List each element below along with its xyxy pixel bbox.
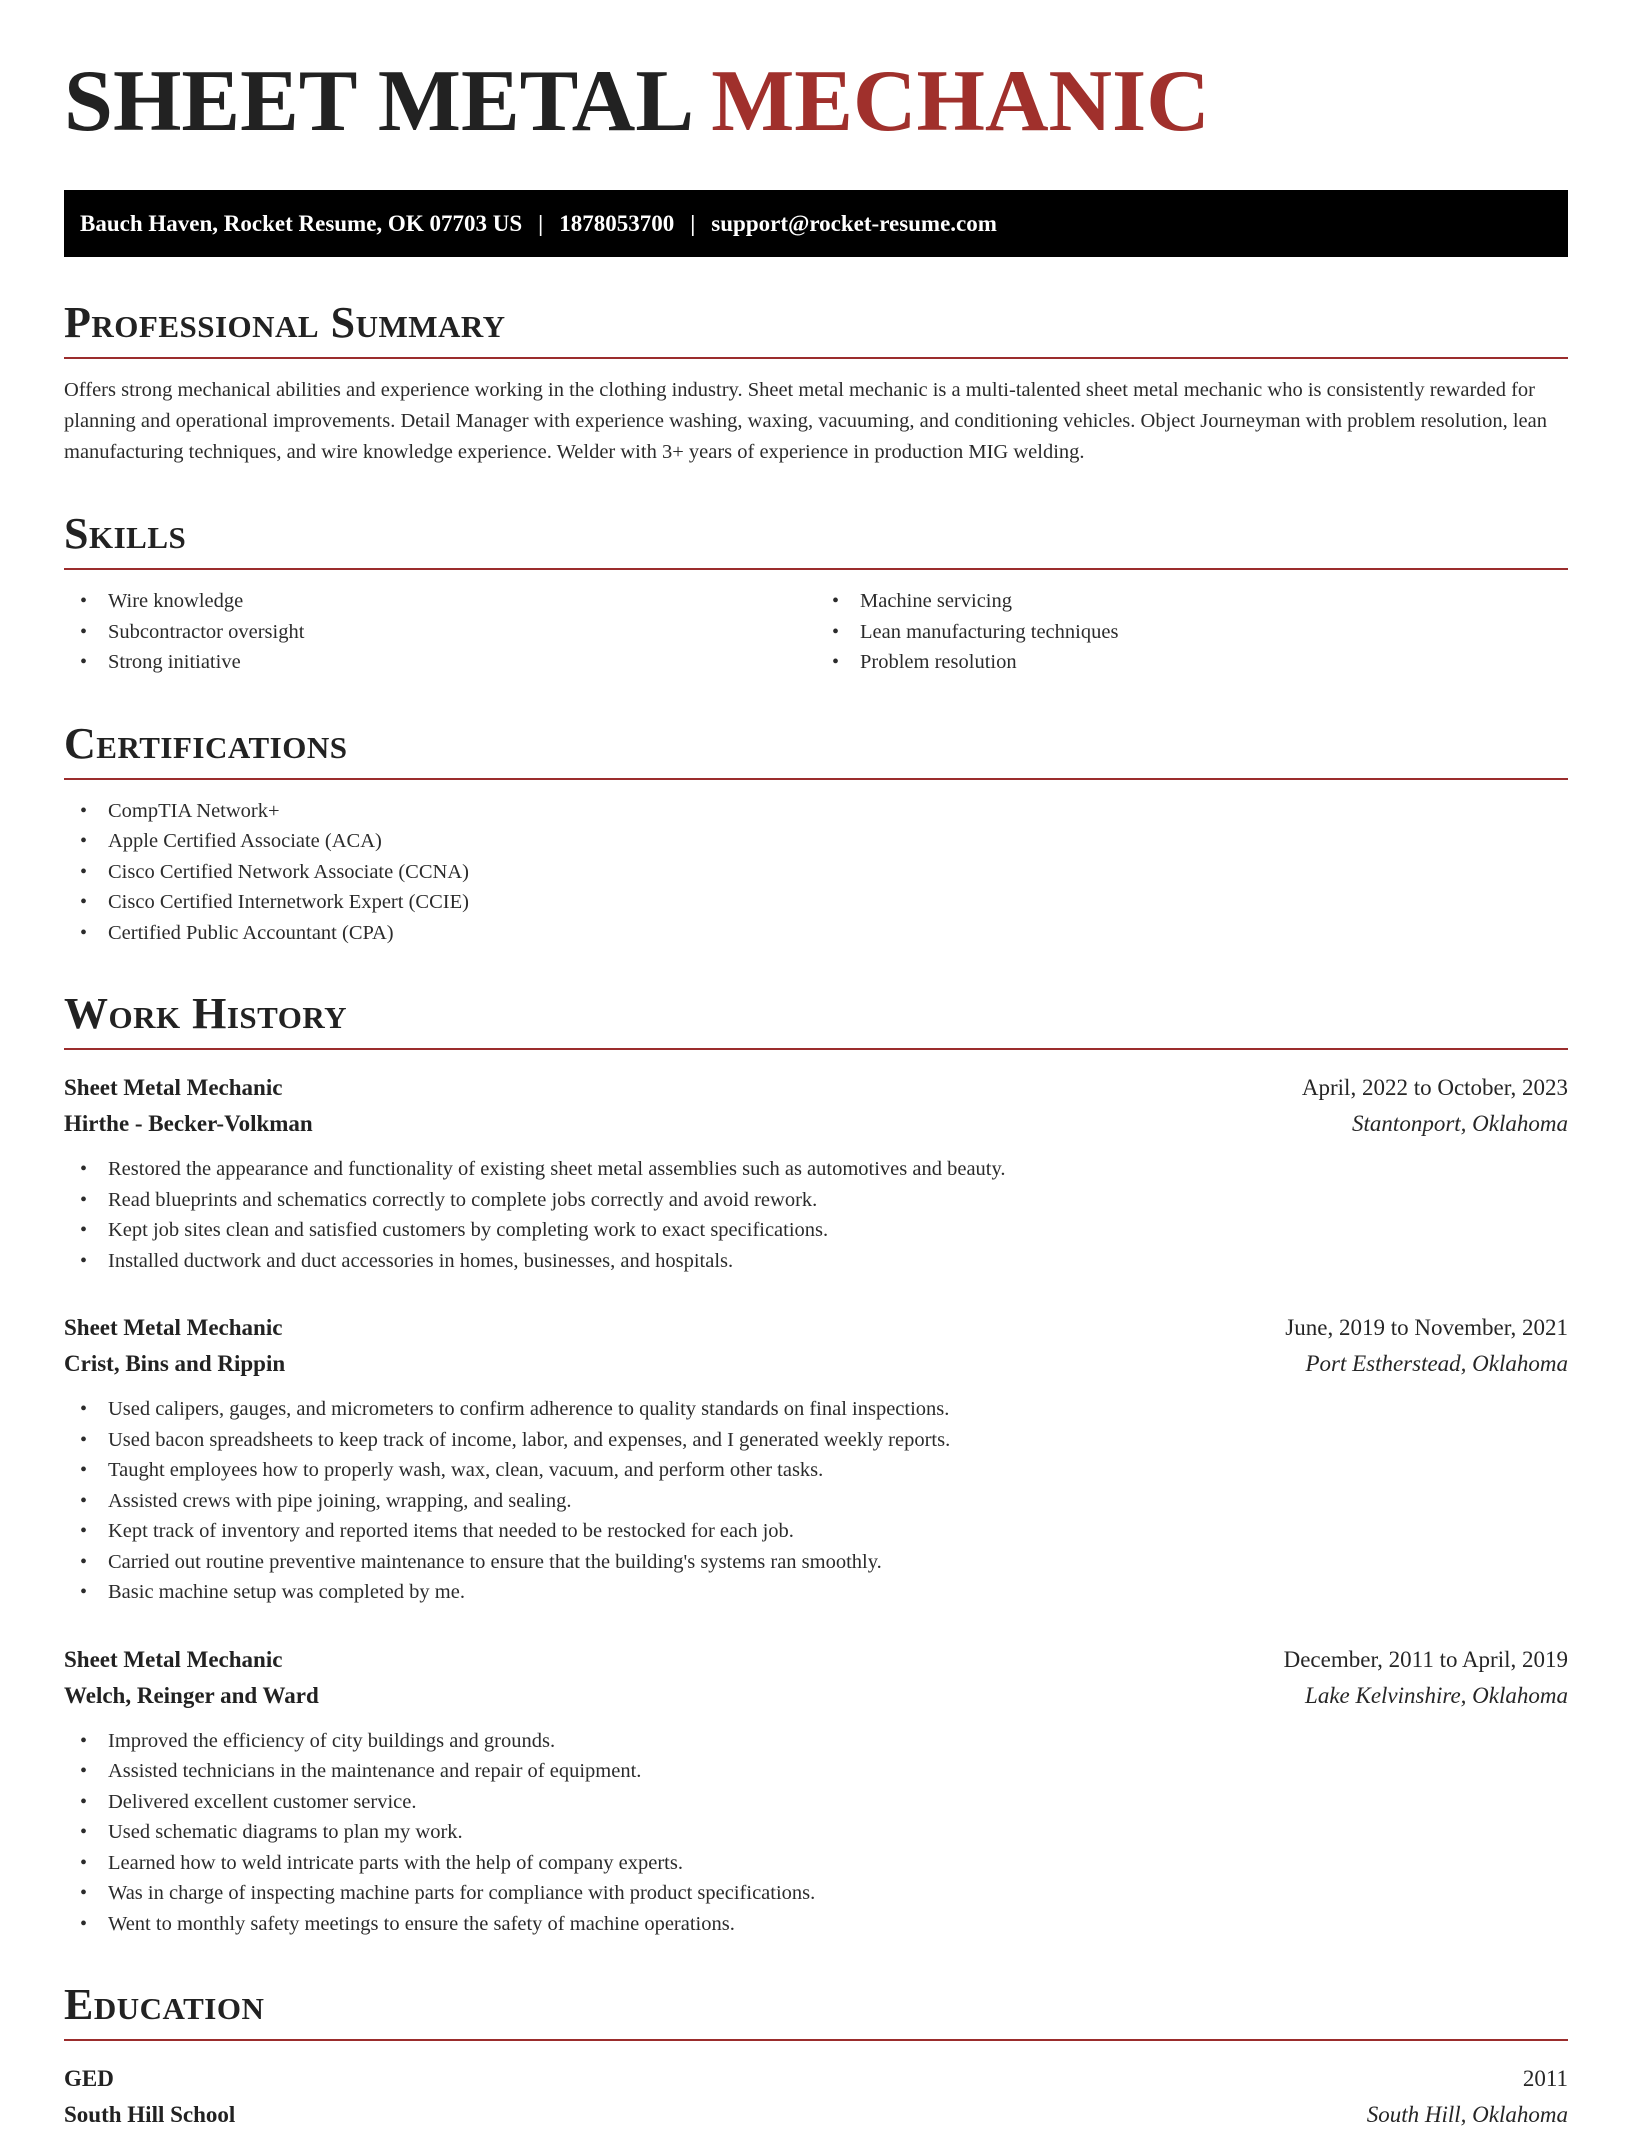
job-duty-item: • Kept track of inventory and reported items that needed to be restocked for each job. [64,1516,1568,1547]
education-entry [64,2061,1568,2133]
job-location: Port Estherstead, Oklahoma [1305,1351,1568,1376]
summary-section [64,298,1568,468]
section-divider [64,2039,1568,2041]
education-year: 2011 [1522,2066,1568,2091]
job-duty-item: • Taught employees how to properly wash, wax, clean, vacuum, and perform other tasks. [64,1455,1568,1486]
skill-item: • Problem resolution [816,647,1568,678]
skill-item: • Strong initiative [64,647,816,678]
job-duties-list [64,1154,1568,1276]
education-school: South Hill School [64,2102,236,2127]
job-subheader-row [64,1678,1568,1714]
certification-item: • Cisco Certified Network Associate (CCNA) [64,857,1568,888]
section-divider [64,357,1568,359]
job-duty-item: • Was in charge of inspecting machine parts for compliance with product specifications. [64,1878,1568,1909]
skill-item: • Lean manufacturing techniques [816,617,1568,648]
section-divider [64,1048,1568,1050]
contact-phone: 1878053700 [559,210,675,236]
section-title-education: Education [64,1980,265,2029]
job-dates: April, 2022 to October, 2023 [1301,1075,1568,1100]
education-degree: GED [64,2066,114,2091]
job-location: Lake Kelvinshire, Oklahoma [1305,1682,1568,1708]
skill-item: • Subcontractor oversight [64,617,816,648]
certifications-section [64,718,1568,949]
job-entry [64,1310,1568,1608]
skills-grid [64,570,1568,678]
job-duty-item: • Delivered excellent customer service. [64,1787,1568,1818]
job-duty-item: • Basic machine setup was completed by me. [64,1577,1568,1608]
job-duty-item: • Learned how to weld intricate parts with the help of company experts. [64,1848,1568,1879]
job-employer: Welch, Reinger and Ward [64,1682,319,1708]
skill-item: • Wire knowledge [64,586,816,617]
job-duty-item: • Kept job sites clean and satisfied customers by completing work to exact specifications. [64,1215,1568,1246]
job-duty-item: • Used schematic diagrams to plan my work. [64,1817,1568,1848]
job-duty-item: • Assisted crews with pipe joining, wrapping, and sealing. [64,1486,1568,1517]
education-subheader-row [64,2097,1568,2133]
job-dates: June, 2019 to November, 2021 [1285,1315,1568,1340]
contact-email: support@rocket-resume.com [711,210,997,236]
job-header-row [64,1642,1568,1678]
education-location: South Hill, Oklahoma [1366,2102,1568,2127]
skill-item: • Machine servicing [816,586,1568,617]
job-duty-item: • Improved the efficiency of city buildings and grounds. [64,1726,1568,1757]
summary-text: Offers strong mechanical abilities and experience working in the clothing industry. Sheet metal mechanic is a multi-talented sheet metal mechanic who is consistently rewarded for planning and operational improvements. Detail Manager with experience washing, waxing, vacuuming, and conditioning vehicles. Object Journeyman with problem resolution, lean manufacturing techniques, and wire knowledge experience. Welder with 3+ years of experience in production MIG welding. [64,379,1548,463]
certification-item: • Certified Public Accountant (CPA) [64,918,1568,949]
skills-list-left [64,586,816,678]
job-title: Sheet Metal Mechanic [64,1315,283,1340]
contact-bar [64,190,1568,257]
contact-address: Bauch Haven, Rocket Resume, OK 07703 US [80,210,523,236]
job-entry [64,1070,1568,1276]
job-employer: Crist, Bins and Rippin [64,1351,286,1376]
section-title-certifications: Certifications [64,718,348,768]
job-title: Sheet Metal Mechanic [64,1646,283,1672]
work-history-section [64,989,1568,1939]
job-duty-item: • Used calipers, gauges, and micrometers to confirm adherence to quality standards on final inspections. [64,1394,1568,1425]
job-subheader-row [64,1106,1568,1142]
section-divider [64,778,1568,780]
job-location: Stantonport, Oklahoma [1352,1111,1568,1136]
job-title: Sheet Metal Mechanic [64,1075,283,1100]
job-duty-item: • Used bacon spreadsheets to keep track of income, labor, and expenses, and I generated weekly reports. [64,1425,1568,1456]
job-duties-list [64,1726,1568,1940]
education-section [64,1980,1568,2133]
certification-item: • Cisco Certified Internetwork Expert (CCIE) [64,887,1568,918]
job-subheader-row [64,1346,1568,1382]
certifications-list [64,796,1568,949]
resume-name-heading [64,53,1568,150]
job-duty-item: • Carried out routine preventive maintenance to ensure that the building's systems ran smoothly. [64,1547,1568,1578]
skills-section [64,509,1568,678]
skills-list-right [816,586,1568,678]
job-duty-item: • Restored the appearance and functionality of existing sheet metal assemblies such as automotives and beauty. [64,1154,1568,1185]
job-duties-list [64,1394,1568,1608]
education-header-row [64,2061,1568,2097]
job-header-row [64,1310,1568,1346]
job-duty-item: • Installed ductwork and duct accessories in homes, businesses, and hospitals. [64,1246,1568,1277]
job-duty-item: • Assisted technicians in the maintenance and repair of equipment. [64,1756,1568,1787]
certification-item: • CompTIA Network+ [64,796,1568,827]
section-title-work-history: Work History [64,989,348,1038]
certification-item: • Apple Certified Associate (ACA) [64,826,1568,857]
name-primary: SHEET METAL [64,53,690,150]
job-header-row [64,1070,1568,1106]
job-dates: December, 2011 to April, 2019 [1283,1646,1568,1672]
contact-separator: | [690,210,696,236]
name-accent: MECHANIC [711,53,1210,150]
job-duty-item: • Went to monthly safety meetings to ensure the safety of machine operations. [64,1909,1568,1940]
section-title-summary: Professional Summary [64,298,506,347]
job-duty-item: • Read blueprints and schematics correctly to complete jobs correctly and avoid rework. [64,1185,1568,1216]
section-title-skills: Skills [64,509,187,558]
job-entry [64,1642,1568,1940]
job-employer: Hirthe - Becker-Volkman [64,1111,313,1136]
contact-separator: | [538,210,544,236]
